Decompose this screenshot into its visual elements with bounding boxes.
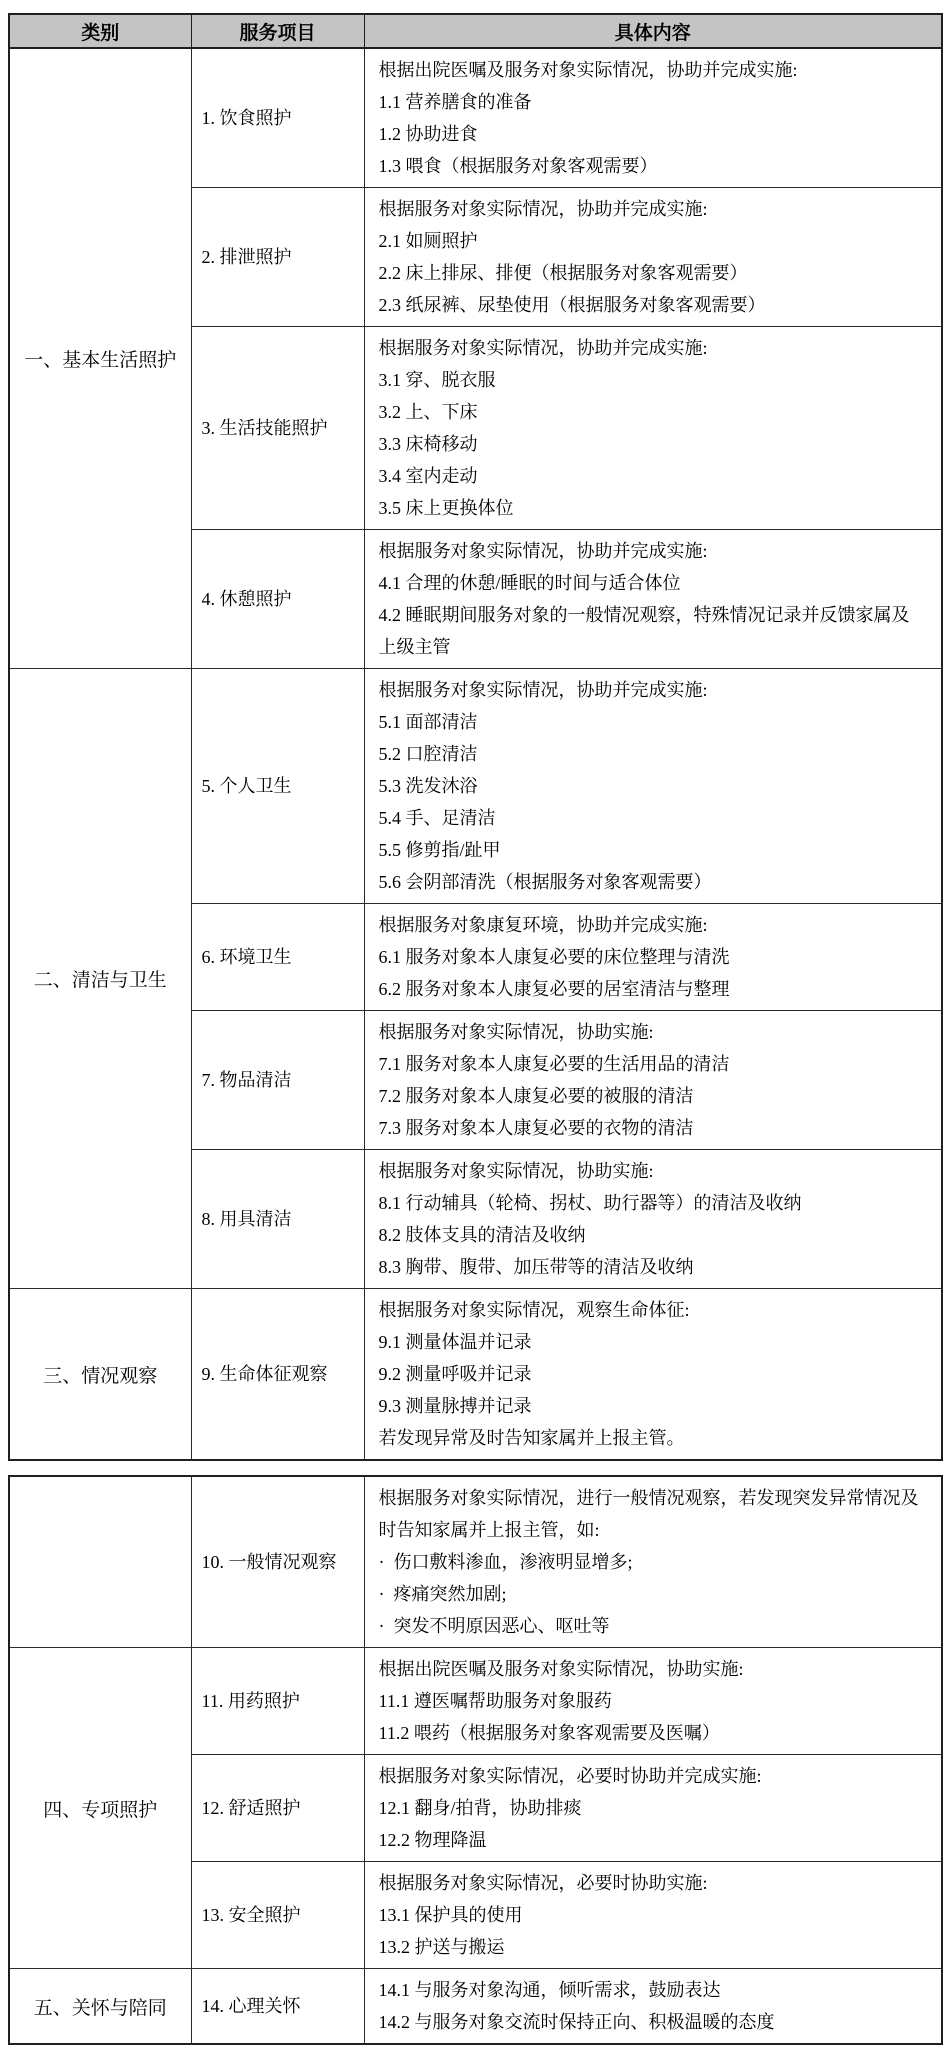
content-line: 6.1 服务对象本人康复必要的床位整理与清洗 xyxy=(378,947,730,967)
content-line: 14.2 与服务对象交流时保持正向、积极温暖的态度 xyxy=(378,2012,775,2032)
content-line: 3.2 上、下床 xyxy=(378,402,478,422)
content-line: 7.3 服务对象本人康复必要的衣物的清洁 xyxy=(378,1118,694,1138)
header-row xyxy=(9,14,942,48)
service-item-content xyxy=(364,1969,942,2045)
content-line: 13.2 护送与搬运 xyxy=(378,1937,505,1957)
service-item-name: 7. 物品清洁 xyxy=(191,1011,364,1150)
service-item-name: 1. 饮食照护 xyxy=(191,48,364,188)
category-cell: 一、基本生活照护 xyxy=(9,48,191,669)
content-line: 4.2 睡眠期间服务对象的一般情况观察，特殊情况记录并反馈家属及上级主管 xyxy=(378,605,910,657)
content-line: 3.1 穿、脱衣服 xyxy=(378,370,496,390)
content-line: · 伤口敷料渗血，渗液明显增多; xyxy=(378,1552,633,1572)
service-item-content xyxy=(364,1011,942,1150)
content-line: 8.3 胸带、腹带、加压带等的清洁及收纳 xyxy=(378,1257,694,1277)
table-row xyxy=(9,1969,942,2045)
content-line: 3.4 室内走动 xyxy=(378,466,478,486)
content-line: 2.1 如厕照护 xyxy=(378,231,478,251)
table-2-body xyxy=(9,1476,942,2044)
content-line: 9.2 测量呼吸并记录 xyxy=(378,1364,532,1384)
content-line: 8.2 肢体支具的清洁及收纳 xyxy=(378,1225,586,1245)
header-service-item: 服务项目 xyxy=(191,14,364,48)
content-line: 9.3 测量脉搏并记录 xyxy=(378,1396,532,1416)
content-line: 11.2 喂药（根据服务对象客观需要及医嘱） xyxy=(378,1723,720,1743)
service-item-name: 5. 个人卫生 xyxy=(191,669,364,904)
service-item-content xyxy=(364,1289,942,1461)
content-line: 5.6 会阴部清洗（根据服务对象客观需要） xyxy=(378,872,712,892)
content-line: 根据服务对象实际情况，协助并完成实施: xyxy=(378,680,708,700)
content-line: 根据服务对象实际情况，必要时协助实施: xyxy=(378,1873,708,1893)
header-detail: 具体内容 xyxy=(364,14,942,48)
content-line: 1.3 喂食（根据服务对象客观需要） xyxy=(378,156,658,176)
service-item-name: 11. 用药照护 xyxy=(191,1648,364,1755)
service-item-name: 14. 心理关怀 xyxy=(191,1969,364,2045)
table-row xyxy=(9,1648,942,1755)
service-item-name: 3. 生活技能照护 xyxy=(191,327,364,530)
content-line: 12.2 物理降温 xyxy=(378,1830,487,1850)
content-line: 6.2 服务对象本人康复必要的居室清洁与整理 xyxy=(378,979,730,999)
content-line: 根据服务对象实际情况，协助并完成实施: xyxy=(378,199,708,219)
content-line: 9.1 测量体温并记录 xyxy=(378,1332,532,1352)
content-line: 根据服务对象实际情况，协助并完成实施: xyxy=(378,338,708,358)
content-line: 5.2 口腔清洁 xyxy=(378,744,478,764)
table-header xyxy=(9,14,942,48)
content-line: 3.5 床上更换体位 xyxy=(378,498,514,518)
service-item-name: 12. 舒适照护 xyxy=(191,1755,364,1862)
service-item-content xyxy=(364,1150,942,1289)
content-line: 14.1 与服务对象沟通，倾听需求，鼓励表达 xyxy=(378,1980,721,2000)
content-line: 11.1 遵医嘱帮助服务对象服药 xyxy=(378,1691,612,1711)
content-line: 4.1 合理的休憩/睡眠的时间与适合体位 xyxy=(378,573,681,593)
content-line: 根据服务对象康复环境，协助并完成实施: xyxy=(378,915,708,935)
table-row xyxy=(9,48,942,188)
content-line: · 突发不明原因恶心、呕吐等 xyxy=(378,1616,610,1636)
service-item-name: 9. 生命体征观察 xyxy=(191,1289,364,1461)
content-line: 根据服务对象实际情况，观察生命体征: xyxy=(378,1300,690,1320)
service-table-2 xyxy=(8,1475,943,2045)
content-line: 8.1 行动辅具（轮椅、拐杖、助行器等）的清洁及收纳 xyxy=(378,1193,802,1213)
service-item-name: 4. 休憩照护 xyxy=(191,530,364,669)
service-item-content xyxy=(364,1648,942,1755)
content-line: 根据服务对象实际情况，必要时协助并完成实施: xyxy=(378,1766,762,1786)
service-item-name: 2. 排泄照护 xyxy=(191,188,364,327)
content-line: 1.2 协助进食 xyxy=(378,124,478,144)
table-row xyxy=(9,669,942,904)
service-item-name: 13. 安全照护 xyxy=(191,1862,364,1969)
service-item-content xyxy=(364,1476,942,1648)
content-line: 5.1 面部清洁 xyxy=(378,712,478,732)
content-line: · 疼痛突然加剧; xyxy=(378,1584,507,1604)
table-1-body xyxy=(9,48,942,1460)
content-line: 5.3 洗发沐浴 xyxy=(378,776,478,796)
content-line: 2.3 纸尿裤、尿垫使用（根据服务对象客观需要） xyxy=(378,295,766,315)
service-item-name: 6. 环境卫生 xyxy=(191,904,364,1011)
content-line: 根据服务对象实际情况，协助实施: xyxy=(378,1022,654,1042)
category-cell: 二、清洁与卫生 xyxy=(9,669,191,1289)
header-category: 类别 xyxy=(9,14,191,48)
category-cell: 四、专项照护 xyxy=(9,1648,191,1969)
content-line: 根据出院医嘱及服务对象实际情况，协助实施: xyxy=(378,1659,744,1679)
service-item-name: 8. 用具清洁 xyxy=(191,1150,364,1289)
category-cell xyxy=(9,1476,191,1648)
service-item-content xyxy=(364,327,942,530)
category-cell: 三、情况观察 xyxy=(9,1289,191,1461)
table-row xyxy=(9,1289,942,1461)
service-item-name: 10. 一般情况观察 xyxy=(191,1476,364,1648)
service-item-content xyxy=(364,669,942,904)
content-line: 根据服务对象实际情况，协助并完成实施: xyxy=(378,541,708,561)
content-line: 5.4 手、足清洁 xyxy=(378,808,496,828)
content-line: 7.1 服务对象本人康复必要的生活用品的清洁 xyxy=(378,1054,730,1074)
content-line: 2.2 床上排尿、排便（根据服务对象客观需要） xyxy=(378,263,748,283)
content-line: 7.2 服务对象本人康复必要的被服的清洁 xyxy=(378,1086,694,1106)
content-line: 若发现异常及时告知家属并上报主管。 xyxy=(378,1428,685,1448)
content-line: 12.1 翻身/拍背，协助排痰 xyxy=(378,1798,582,1818)
content-line: 3.3 床椅移动 xyxy=(378,434,478,454)
content-line: 根据服务对象实际情况，进行一般情况观察，若发现突发异常情况及时告知家属并上报主管，如: xyxy=(378,1488,919,1540)
service-item-content xyxy=(364,1755,942,1862)
content-line: 根据出院医嘱及服务对象实际情况，协助并完成实施: xyxy=(378,60,798,80)
service-item-content xyxy=(364,188,942,327)
content-line: 5.5 修剪指/趾甲 xyxy=(378,840,501,860)
service-table-1 xyxy=(8,13,943,1461)
category-cell: 五、关怀与陪同 xyxy=(9,1969,191,2045)
content-line: 13.1 保护具的使用 xyxy=(378,1905,523,1925)
content-line: 根据服务对象实际情况，协助实施: xyxy=(378,1161,654,1181)
service-item-content xyxy=(364,48,942,188)
service-item-content xyxy=(364,904,942,1011)
table-row xyxy=(9,1476,942,1648)
service-item-content xyxy=(364,1862,942,1969)
content-line: 1.1 营养膳食的准备 xyxy=(378,92,532,112)
service-item-content xyxy=(364,530,942,669)
